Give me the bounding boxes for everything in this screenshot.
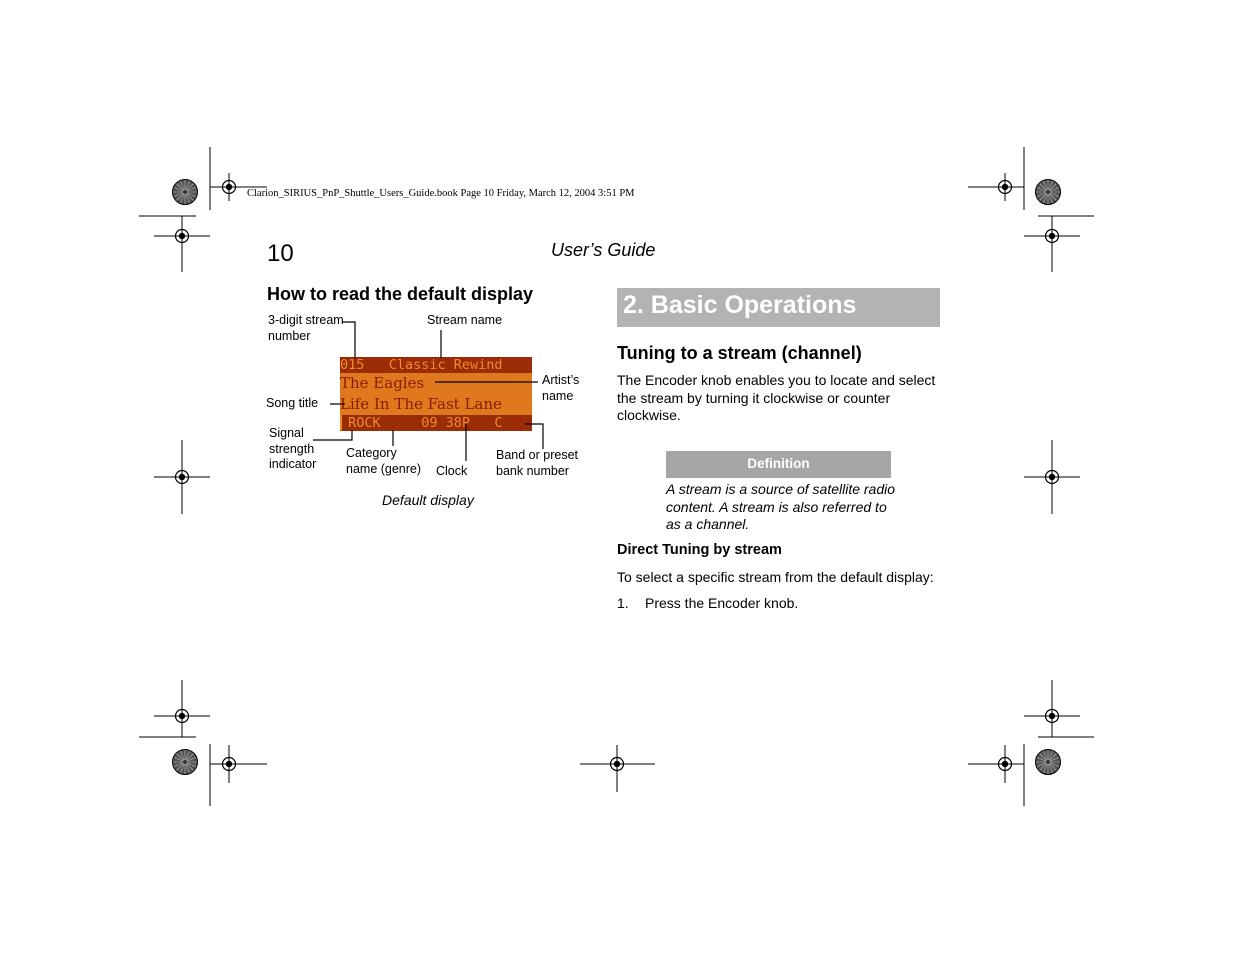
callout-signal-strength: Signal strength indicator: [269, 426, 317, 471]
callout-stream-number: 3-digit stream number: [268, 313, 344, 343]
intro-paragraph: The Encoder knob enables you to locate and select the stream by turning it clockwise or counter clockwise.: [617, 372, 936, 423]
lcd-row-stream: 015 Classic Rewind: [340, 357, 503, 373]
chapter-title: 2. Basic Operations: [623, 291, 857, 319]
lcd-row-song: Life In The Fast Lane: [340, 395, 502, 413]
definition-title: Definition: [747, 456, 810, 471]
step-number: 1.: [617, 595, 629, 611]
callout-band-preset: Band or preset bank number: [496, 448, 578, 478]
definition-text: A stream is a source of satellite radio content. A stream is also referred to as a channel.: [666, 481, 896, 532]
subheading-direct-tuning: Direct Tuning by stream: [617, 542, 782, 558]
lcd-row-status: ▎ROCK 09 38P C: [340, 415, 503, 431]
section-heading-tuning: Tuning to a stream (channel): [617, 343, 862, 363]
callout-stream-name: Stream name: [427, 313, 503, 327]
instruction-text: To select a specific stream from the default display:: [617, 569, 934, 585]
callout-clock: Clock: [436, 464, 468, 478]
lcd-row-artist: The Eagles: [340, 374, 425, 392]
step-text: Press the Encoder knob.: [645, 595, 799, 611]
callout-artist-name: Artist’s name: [542, 373, 580, 403]
page-number: 10: [267, 240, 294, 267]
running-head: User’s Guide: [551, 240, 656, 260]
print-slug: Clarion_SIRIUS_PnP_Shuttle_Users_Guide.book Page 10 Friday, March 12, 2004 3:51 PM: [247, 188, 635, 199]
callout-song-title: Song title: [266, 396, 319, 410]
figure-caption: Default display: [382, 492, 474, 508]
section-heading-default-display: How to read the default display: [267, 284, 534, 304]
callout-category: Category name (genre): [346, 446, 422, 476]
